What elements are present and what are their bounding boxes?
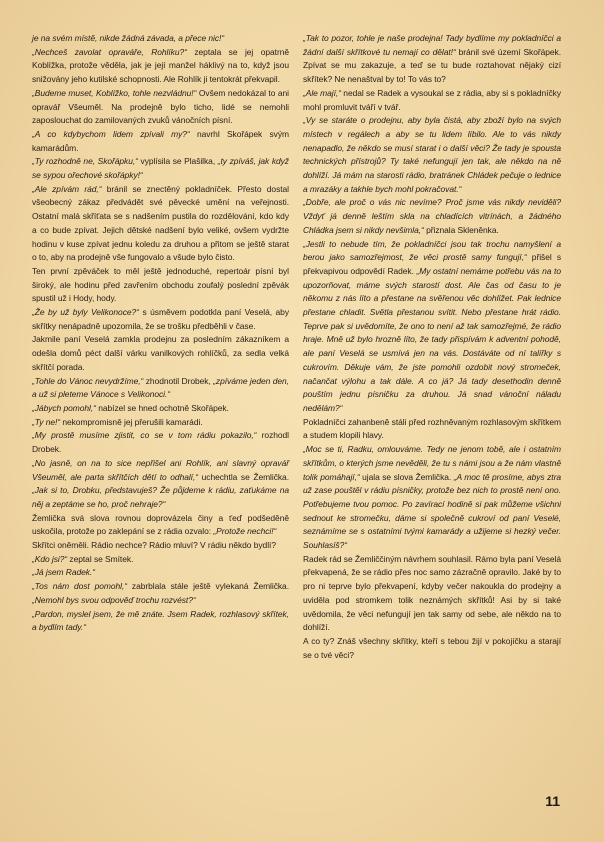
narration-text: vyplísila se Plašilka, xyxy=(137,156,218,167)
narration-text: To vás to? xyxy=(405,74,446,85)
narration-text: zabrblala stále ještě vylekaná Žemlička. xyxy=(127,581,289,592)
narration-text: Pokladníčci zahanbeně stáli před rozhněvaným rozhlasovým skřítkem a studem klopili hlavy. xyxy=(303,416,561,441)
text-column-left xyxy=(32,32,289,635)
narration-text: bránil se znectěný pokladníček. Přesto dostal všeobecný zákaz předvádět své pěvecké umění na veřejnosti. Ostatní malá skříťata se s nadšením pustila do rozdělování, kdo kdy a co bude zpívat. Jejich dětské nadšení bylo veliké, ovšem vydržte hodinu v kuse zpívat jednu koledu za druhou a přitom se ještě starat o to, aby na prodejně vše fungovalo a všude bylo čisto. xyxy=(32,183,289,263)
narration-text: uchechtla se Žemlička. xyxy=(198,471,289,482)
narration-text: Žemlička svá slova rovnou doprovázela činy a ťeď podšeděně uskočila, protože po zaklepání se z rádia ozvalo: xyxy=(32,512,289,537)
dialogue-text: „Nechceš zavolat opraváře, Rohlíku?“ xyxy=(32,46,187,57)
paragraph xyxy=(32,553,289,567)
paragraph xyxy=(32,457,289,512)
dialogue-text: „Jábych pomohl,“ xyxy=(32,402,96,413)
narration-text: navrhl Skořápek svým kamarádům. xyxy=(32,128,290,153)
paragraph xyxy=(303,32,561,87)
dialogue-text: „Jestli to nebude tím, že pokladníčci jsou tak trochu namyšlení a berou jako samozřejmost, že věci prostě samy fungují,“ xyxy=(303,238,561,263)
paragraph xyxy=(303,114,561,196)
paragraph xyxy=(32,128,289,155)
paragraph xyxy=(303,87,561,114)
narration-text: Radek rád se Žemliččiným návrhem souhlasil. Rámo byla paní Veselá překvapená, že se rádio přes noc samo zázračně opravilo. Jaké by to pro ni teprve bylo překvapení, kdyby večer nakoukla do prodejny a uviděla pod stromkem tolik neznámých skřítků! Asi by si také uvědomila, že věci nefungují jen tak samy od sebe, ale někdo na to dohlíží. xyxy=(303,553,561,633)
paragraph xyxy=(32,512,289,539)
paragraph xyxy=(32,333,289,374)
narration-text: Skřítci oněměli. Rádio nechce? Rádio mluví? V rádiu někdo bydlí? xyxy=(32,540,276,551)
dialogue-text: „A moc tě prosíme, abys ztra už zase pouštěl v rádiu písničky, protože bez nich to prostě není ono. Potřebujeme tvou pomoc. Po zavírací hodině si pak můžeme všichni sednout ke stromečku, dáme si společně cukroví od paní Veselé, seznámíme se s ostatními tvými kamarády a užijeme si hezký večer. Souhlasíš?“ xyxy=(303,471,561,551)
paragraph xyxy=(32,183,289,265)
dialogue-text: „Ty rozhodně ne, Skořápku,“ xyxy=(32,156,138,167)
narration-text: Jakmile paní Veselá zamkla prodejnu za posledním zákazníkem a odešla domů péct další várku vanilkových rohlíčků, za sedla velká skřítčí porada. xyxy=(32,334,289,372)
narration-text: rozhodl Drobek. xyxy=(32,430,289,455)
dialogue-text: „Ale mají,“ xyxy=(303,87,341,98)
dialogue-text: „A co kdybychom lidem zpívali my?“ xyxy=(32,128,190,139)
paragraph xyxy=(32,155,289,182)
narration-text: zeptal se Smítek. xyxy=(67,553,134,564)
narration-text: Ten první zpěváček to měl ještě jednoduché, repertoár písní byl široký, ale hodinu před zavřením obchodu zoufalý poslední zpěvák spustil už i Hody, hody. xyxy=(32,265,289,304)
dialogue-text: „Budeme muset, Koblížko, tohle nezvládnu!“ xyxy=(32,87,197,98)
dialogue-text: „Pardon, myslel jsem, že mě znáte. Jsem Radek, rozhlasový skřítek, a bydlím tady.“ xyxy=(32,608,289,633)
paragraph xyxy=(32,566,289,580)
paragraph xyxy=(32,87,289,128)
paragraph xyxy=(303,196,561,237)
paragraph xyxy=(32,375,289,402)
dialogue-text: „ty zpíváš, jak když se sypou ořechové skořápky!“ xyxy=(32,156,289,181)
dialogue-text: „zpíváme jeden den, a už si pleteme Vánoce s Velikonoci.“ xyxy=(32,375,289,400)
dialogue-text: „Nemohl bys svou odpověď trochu rozvést?“ xyxy=(32,594,196,605)
paragraph xyxy=(303,416,561,443)
paragraph xyxy=(32,416,289,430)
narration-text: Ovšem nedokázal to ani opravář Všeuměl. Na prodejně bylo ticho, lidé se nemohli zaposlouchat do zamilovaných zvuků vánočních písní. xyxy=(32,87,289,126)
paragraph xyxy=(32,580,289,607)
narration-text: ujala se slova Žemlička. xyxy=(359,471,454,482)
dialogue-text: „Tohle do Vánoc nevydržíme,“ xyxy=(32,375,144,386)
dialogue-text: „Že by už byly Velikonoce?“ xyxy=(32,307,139,318)
paragraph xyxy=(32,306,289,333)
paragraph xyxy=(32,265,289,306)
paragraph xyxy=(32,32,289,46)
narration-text: nekompromisně jej přerušili kamarádi. xyxy=(60,416,203,427)
paragraph xyxy=(303,238,561,416)
narration-text: bránil své území Skořápek. Zpívat se mu zakazuje, a teď se tu bude roztahovat nějaký cizí skřítek? Ne nenaštval by to! xyxy=(303,46,561,85)
dialogue-text: „Ale zpívám rád,“ xyxy=(32,183,102,194)
dialogue-text: „Tos nám dost pomohl,“ xyxy=(32,581,128,592)
dialogue-text: je na svém místě, nikde žádná závada, a přece nic!“ xyxy=(32,33,225,43)
dialogue-text: „Kdo jsi?“ xyxy=(32,553,68,564)
dialogue-text: „No jasně, on na to sice nepřišel ani Rohlík, ani slavný opravář Všeuměl, ale parta skřítčích dětí to odhalí,“ xyxy=(32,457,289,482)
dialogue-text: „My prostě musíme zjistit, co se v tom rádiu pokazilo,“ xyxy=(32,430,257,441)
dialogue-text: „Já jsem Radek.“ xyxy=(32,567,95,578)
text-column-right xyxy=(303,32,561,662)
dialogue-text: „Tak to pozor, tohle je naše prodejna! Tady bydlíme my pokladníčci a žádní další skřítkové tu nemají co dělat!“ xyxy=(303,33,561,57)
narration-text: nedal se Radek a vysoukal se z rádia, aby si s pokladníčky mohl promluvit tváří v tvář. xyxy=(303,87,561,112)
dialogue-text: „My ostatní nemáme potřebu vás na to upozorňovat, máme svých starostí dost. Ale čas od času to je někomu z nás líto a přestane na svěřenou věc dohlížet. Pak lednice přestane chladit. Světla přestanou svítit. Nebo přestane hrát rádio. Teprve pak si uvědomíte, že ono to není až tak samozřejmé, že rádio hraje. Mně už bylo hrozně líto, že tady přispívám k adventní pohodě, ale paní Veselá se usmívá jen na vás. Dostáváte od ní talířky s cukrovím. Děkuje vám, že jste pomohli ozdobit nový stromeček, načančat výlohu a tak dále. A co já? Já tady desethodin denně pouštím jednu písničku za druhou. Já snad vánoční náladu nedělám?“ xyxy=(303,265,561,413)
narration-text: přišel s překvapivou odpovědí Radek. xyxy=(303,252,561,276)
narration-text: nabízel se hned ochotně Skořápek. xyxy=(95,402,229,413)
narration-text: zeptala se jej opatrně Koblížka, protože věděla, jak je její manžel háklivý na to, když jsou snižovány jeho kutilské schopnosti. Ale Rohlík ji tentokrát překvapil. xyxy=(32,46,289,85)
paragraph xyxy=(32,402,289,416)
page-number: 11 xyxy=(545,793,560,809)
paragraph xyxy=(303,443,561,553)
narration-text: A co ty? Znáš všechny skřítky, kteří s tebou žijí v pokojíčku a starají se o tvé věci? xyxy=(303,635,561,660)
dialogue-text: „Ty ne!“ xyxy=(32,416,61,427)
paragraph xyxy=(303,635,561,662)
dialogue-text: „Moc se ti, Radku, omlouváme. Tedy ne jenom tobě, ale i ostatním skřítkům, o kterých jsme nevěděli, že tu s námi jsou a že nám vlastně tolik pomáhají,“ xyxy=(303,444,561,482)
paragraph xyxy=(32,539,289,553)
narration-text: s úsměvem podotkla paní Veselá, aby skřítky nenápadně upozornila, že se trošku předběhli v čase. xyxy=(32,307,289,331)
narration-text: zhodnotil Drobek, xyxy=(143,375,214,386)
dialogue-text: „Dobře, ale proč o vás nic nevíme? Proč jsme vás nikdy neviděli? Vždyť já denně leštím skla na chladících vitrínách, a žádného Chládka jsem si nikdy nevšimla,“ xyxy=(303,197,561,235)
paragraph xyxy=(32,46,289,87)
dialogue-text: „Protože nechci!“ xyxy=(211,526,277,537)
narration-text: přiznala Skleněnka. xyxy=(423,224,499,235)
paragraph xyxy=(303,553,561,635)
dialogue-text: „Jak si to, Drobku, představuješ? Že půjdeme k rádiu, zaťukáme na něj a zeptáme se ho, proč nehraje?“ xyxy=(32,485,289,509)
paragraph xyxy=(32,608,289,635)
dialogue-text: „Vy se staráte o prodejnu, aby byla čistá, aby zboží bylo na svých místech v regálech a aby se tu lidem líbilo. Ale to vás nikdy nenapadlo, že někdo se musí starat i o další věci? Že tady je spousta technických přístrojů? Ty také nefungují jen tak, ale někdo na ně dohlíží. Já mám na starosti rádio, bratránek Chládek pečuje o lednice a mrazáky a takhle bych mohl pokračovat.“ xyxy=(303,115,561,194)
paragraph xyxy=(32,429,289,456)
